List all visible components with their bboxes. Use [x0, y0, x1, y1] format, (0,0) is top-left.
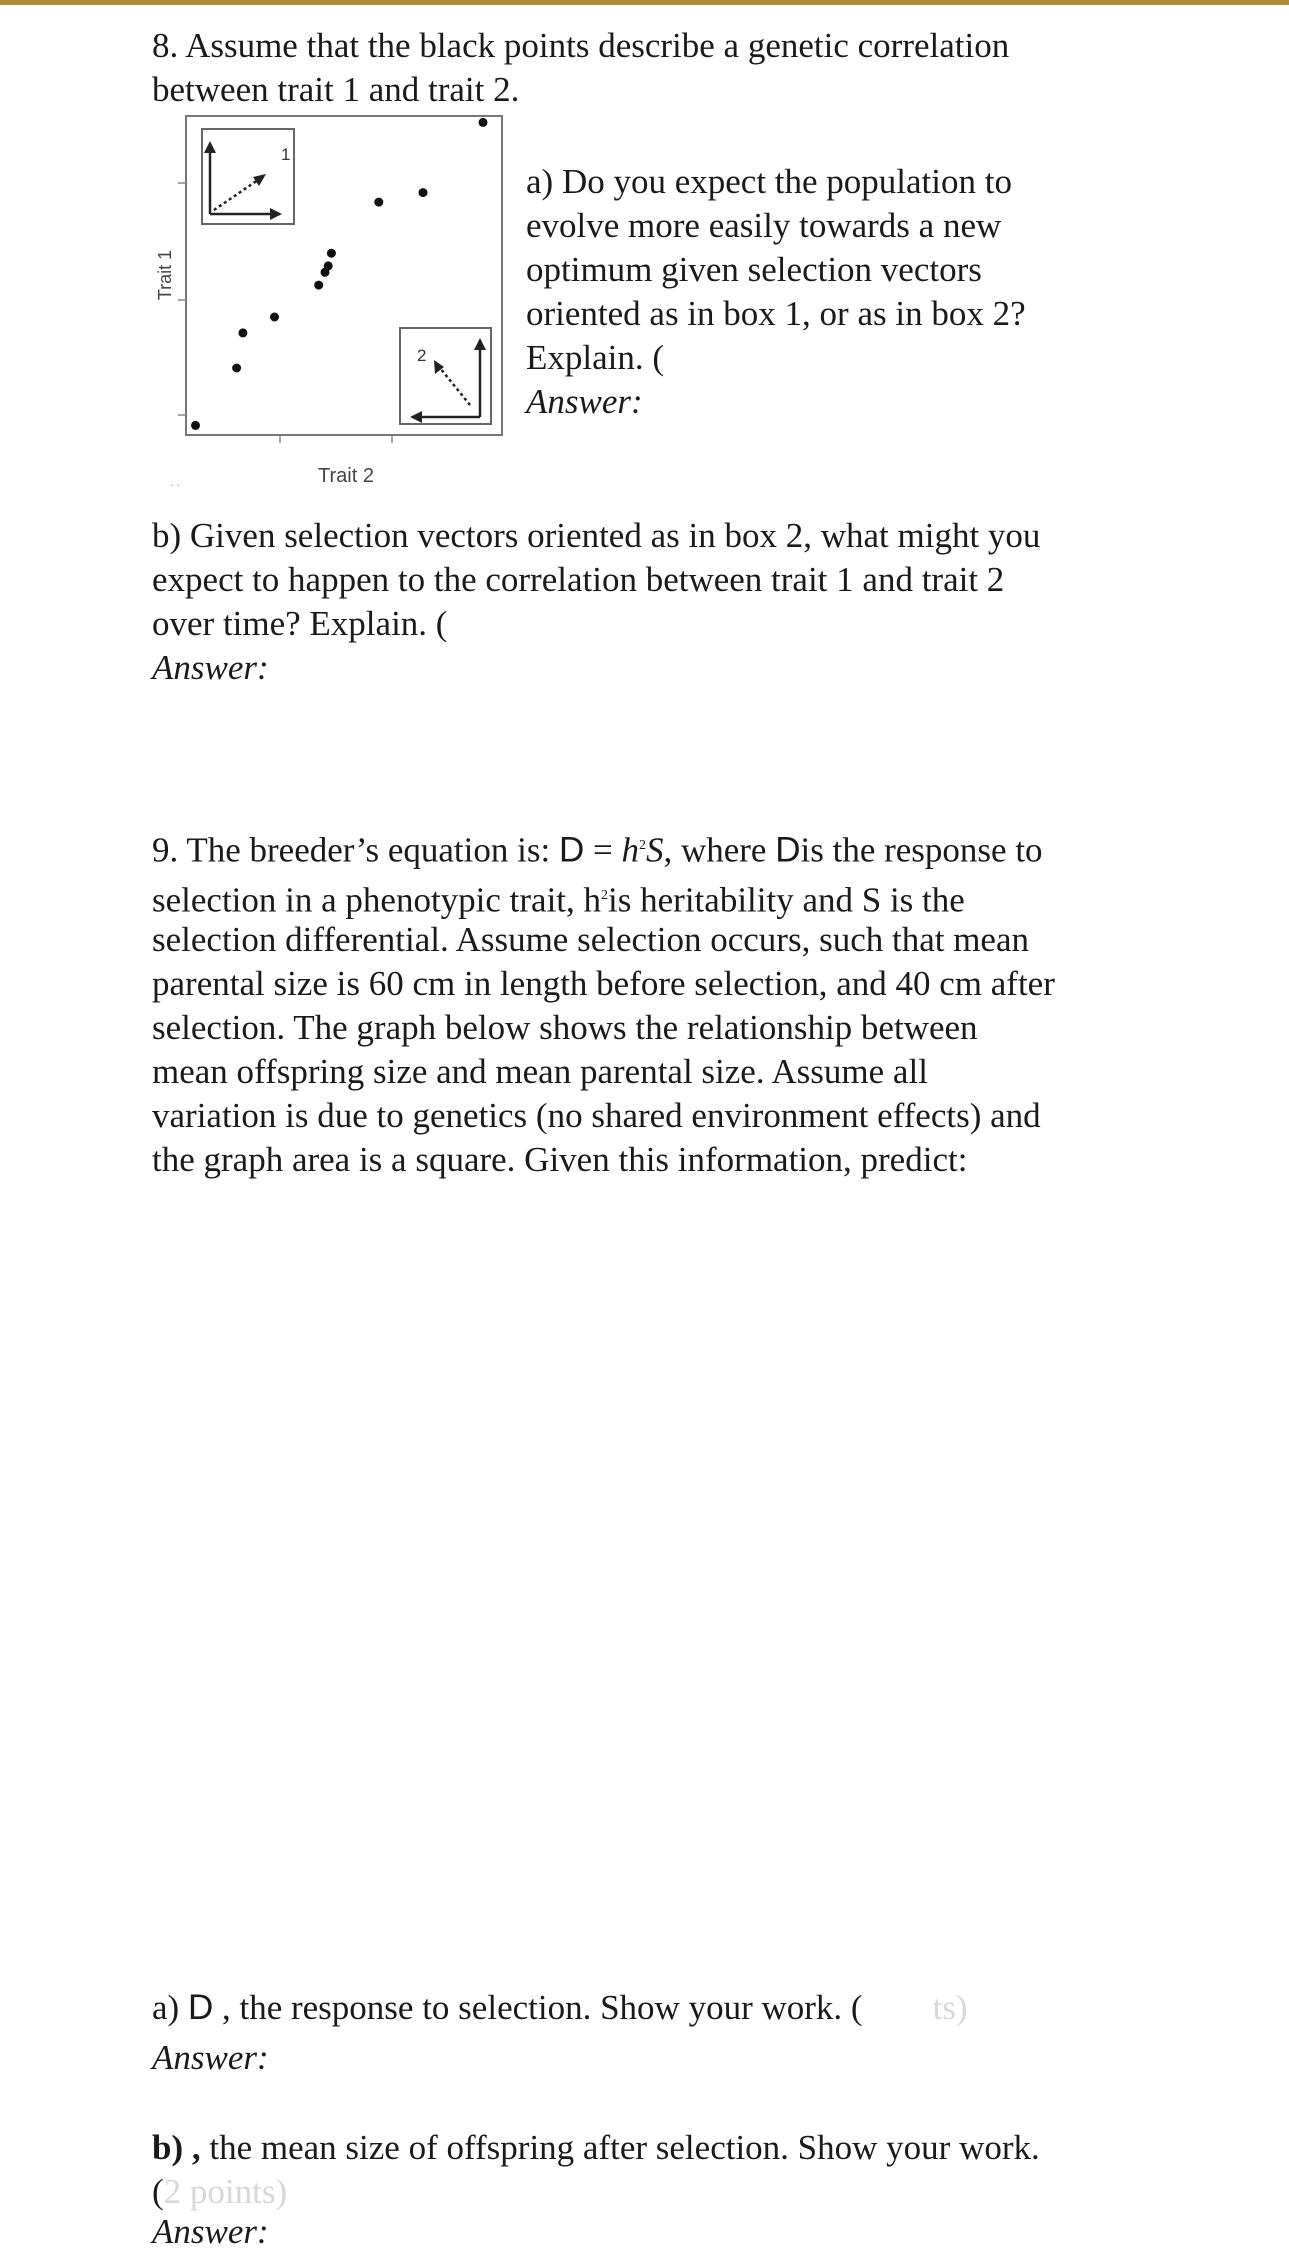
scatter-point-10: [419, 188, 428, 197]
q9-line-6: mean offspring size and mean parental size. Assume all: [152, 1052, 928, 1091]
q9-line-3: selection differential. Assume selection occurs, such that mean: [152, 920, 1029, 959]
scatter-point-8: [327, 249, 336, 258]
scatter-point-5: [314, 281, 323, 290]
q8-stem-line-2: between trait 1 and trait 2.: [152, 70, 520, 109]
scatter-point-7: [324, 261, 333, 270]
q9b-answer-label: Answer:: [152, 2212, 269, 2251]
q8b-line-3: over time? Explain. (: [152, 604, 448, 643]
q8b-answer-label: Answer:: [152, 648, 269, 687]
scatter-point-11: [479, 118, 488, 127]
q9-line-1: 9. The breeder’s equation is: $D = h^2S$, where Dis the response to: [152, 830, 1043, 870]
scatter-point-2: [232, 364, 241, 373]
q9-line-5: selection. The graph below shows the relationship between: [152, 1008, 978, 1047]
scatter-point-3: [238, 328, 247, 337]
q9-line-7: variation is due to genetics (no shared environment effects) and: [152, 1096, 1041, 1135]
q8a-line-5: Explain. (: [526, 338, 665, 377]
scatter-point-9: [374, 198, 383, 207]
scatter-point-1: [191, 421, 200, 430]
selection-box-2: [400, 328, 491, 424]
q8a-answer-label: Answer:: [526, 382, 643, 421]
q8a-line-2: evolve more easily towards a new: [526, 206, 1002, 245]
q8a-line-4: oriented as in box 1, or as in box 2?: [526, 294, 1026, 333]
y-axis-label: Trait 1: [155, 249, 175, 301]
x-axis-label: Trait 2: [318, 465, 374, 487]
q8b-line-2: expect to happen to the correlation between trait 1 and trait 2: [152, 560, 1005, 599]
q8-stem-line-1: 8. Assume that the black points describe a genetic correlation: [152, 26, 1010, 65]
axis-corner-mark: . .: [170, 475, 181, 489]
q8b-line-1: b) Given selection vectors oriented as in box 2, what might you: [152, 516, 1041, 555]
box-2-label: 2: [417, 346, 427, 365]
q9b-points: (2 points): [152, 2172, 288, 2211]
q9a-prompt: a) D , the response to selection. Show your work. ( ts): [152, 1988, 968, 2027]
q9-line-4: parental size is 60 cm in length before selection, and 40 cm after: [152, 964, 1055, 1003]
q8a-line-3: optimum given selection vectors: [526, 250, 982, 289]
q9-line-8: the graph area is a square. Given this information, predict:: [152, 1140, 968, 1179]
q9b-prompt: b) , the mean size of offspring after selection. Show your work.: [152, 2128, 1040, 2167]
scatter-point-4: [270, 313, 279, 322]
q9-line-2: selection in a phenotypic trait, $h^2is$ heritability and S is the: [152, 880, 965, 920]
q9a-answer-label: Answer:: [152, 2038, 269, 2077]
selection-box-1: [202, 129, 294, 224]
q8a-line-1: a) Do you expect the population to: [526, 162, 1012, 201]
box-1-label: 1: [281, 145, 291, 164]
